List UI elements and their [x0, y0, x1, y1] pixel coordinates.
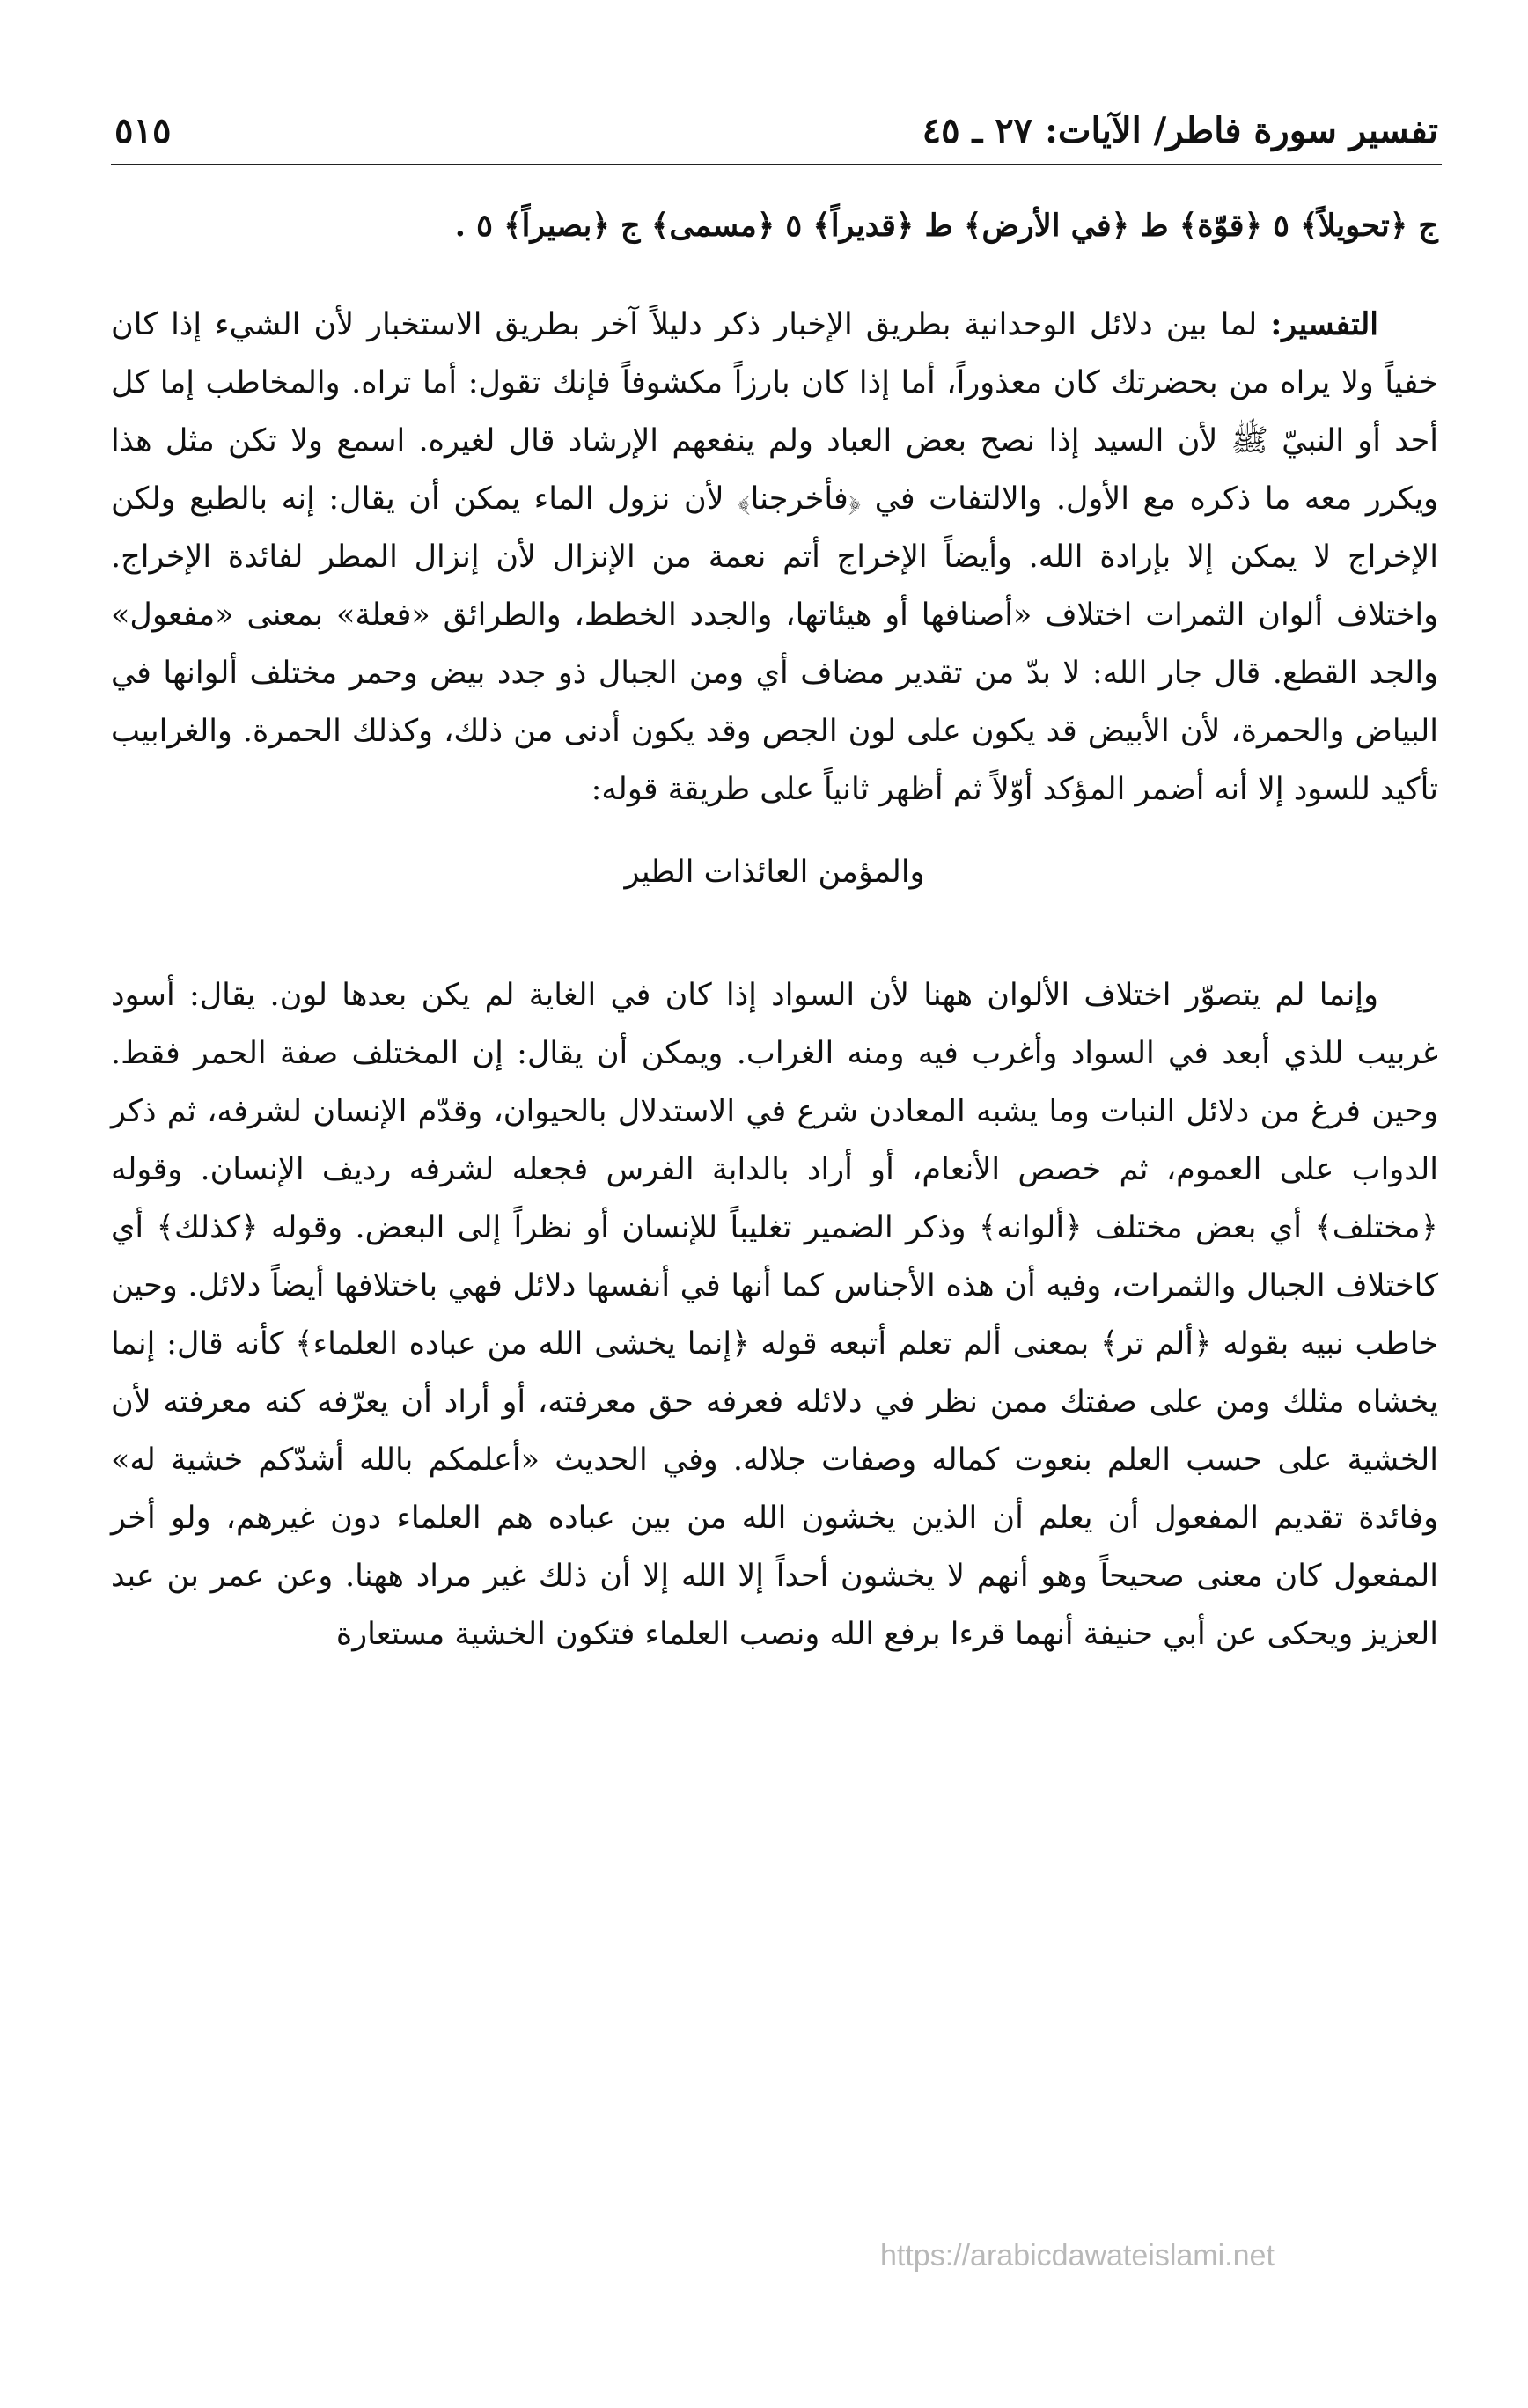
header-divider	[111, 164, 1442, 165]
tafsir-paragraph-1-text: لما بين دلائل الوحدانية بطريق الإخبار ذكر دليلاً آخر بطريق الاستخبار لأن الشيء إذا كان خفياً ولا يراه من بحضرتك كان معذوراً، أما إذا كان بارزاً مكشوفاً فإنك تقول: أما تراه. والمخاطب إما كل أحد أو النبيّ ﷺ لأن السيد إذا نصح بعض العباد ولم ينفعهم الإرشاد قال لغيره. اسمع ولا تكن مثل هذا ويكرر معه ما ذكره مع الأول. والالتفات في ﴿فأخرجنا﴾ لأن نزول الماء يمكن أن يقال: إنه بالطبع ولكن الإخراج لا يمكن إلا بإرادة الله. وأيضاً الإخراج أتم نعمة من الإنزال لأن إنزال المطر لفائدة الإخراج. واختلاف ألوان الثمرات اختلاف «أصنافها أو هيئاتها، والجدد الخطط، والطرائق «فعلة» بمعنى «مفعول» والجد القطع. قال جار الله: لا بدّ من تقدير مضاف أي ومن الجبال ذو جدد بيض وحمر مختلف ألوانها في البياض والحمرة، لأن الأبيض قد يكون على لون الجص وقد يكون أدنى من ذلك، وكذلك الحمرة. والغرابيب تأكيد للسود إلا أنه أضمر المؤكد أوّلاً ثم أظهر ثانياً على طريقة قوله:	[111, 307, 1438, 807]
pause-marks-line: ج ﴿تحويلاً﴾ ٥ ﴿قوّة﴾ ط ﴿في الأرض﴾ ط ﴿قديراً﴾ ٥ ﴿مسمى﴾ ج ﴿بصيراً﴾ ٥ .	[454, 208, 1438, 244]
running-title: تفسير سورة فاطر/ الآيات: ٢٧ ـ ٤٥	[922, 110, 1438, 151]
page-number: ٥١٥	[114, 110, 172, 151]
poetry-verse: والمؤمن العائذات الطير	[624, 855, 925, 890]
watermark-url: https://arabicdawateislami.net	[880, 2239, 1275, 2272]
tafsir-paragraph-2: وإنما لم يتصوّر اختلاف الألوان ههنا لأن السواد إذا كان في الغاية لم يكن بعدها لون. يقال: أسود غربيب للذي أبعد في السواد وأغرب فيه ومنه الغراب. ويمكن أن يقال: إن المختلف صفة الحمر فقط. وحين فرغ من دلائل النبات وما يشبه المعادن شرع في الاستدلال بالحيوان، وقدّم الإنسان لشرفه، ثم ذكر الدواب على العموم، ثم خصص الأنعام، أو أراد بالدابة الفرس فجعله لشرفه رديف الإنسان. وقوله ﴿مختلف﴾ أي بعض مختلف ﴿ألوانه﴾ وذكر الضمير تغليباً للإنسان أو نظراً إلى البعض. وقوله ﴿كذلك﴾ أي كاختلاف الجبال والثمرات، وفيه أن هذه الأجناس كما أنها في أنفسها دلائل فهي باختلافها أيضاً دلائل. وحين خاطب نبيه بقوله ﴿ألم تر﴾ بمعنى ألم تعلم أتبعه قوله ﴿إنما يخشى الله من عباده العلماء﴾ كأنه قال: إنما يخشاه مثلك ومن على صفتك ممن نظر في دلائله فعرفه حق معرفته، أو أراد أن يعرّفه كنه معرفته لأن الخشية على حسب العلم بنعوت كماله وصفات جلاله. وفي الحديث «أعلمكم بالله أشدّكم خشية له» وفائدة تقديم المفعول أن يعلم أن الذين يخشون الله من بين عباده هم العلماء دون غيرهم، ولو أخر المفعول كان معنى صحيحاً وهو أنهم لا يخشون أحداً إلا الله إلا أن ذلك غير مراد ههنا. وعن عمر بن عبد العزيز ويحكى عن أبي حنيفة أنهما قرءا برفع الله ونصب العلماء فتكون الخشية مستعارة	[111, 978, 1438, 1652]
tafsir-label: التفسير:	[1270, 306, 1378, 342]
tafsir-paragraph-1	[111, 296, 1438, 819]
main-text	[111, 197, 1438, 1663]
page-header	[114, 99, 1438, 151]
